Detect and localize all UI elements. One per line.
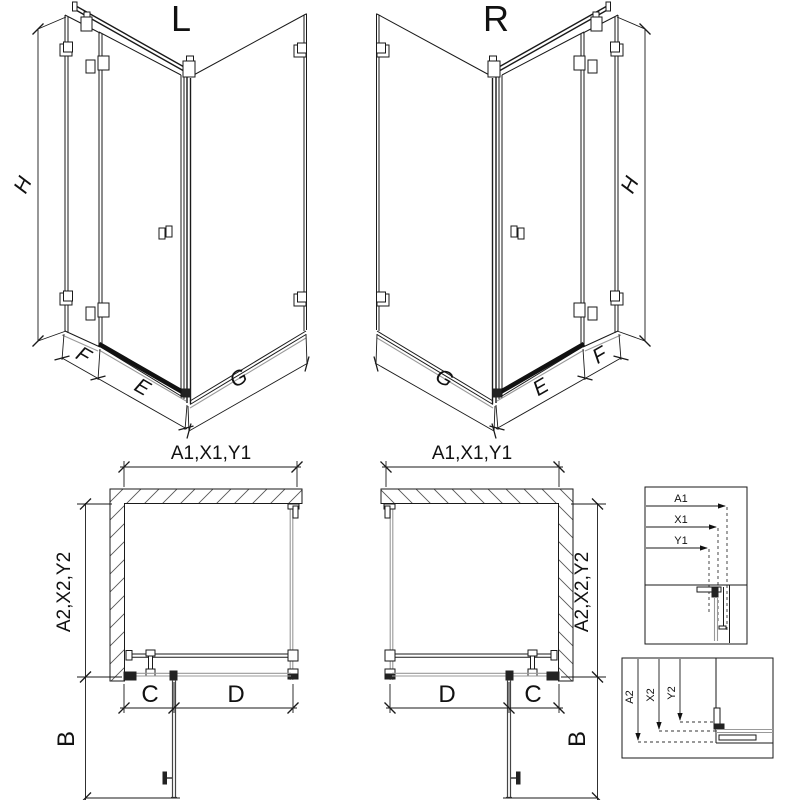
detail-label-x1: X1 [674,514,688,526]
variant-label-left: L [170,0,192,39]
dim-label-h-left: H [9,173,37,198]
dim-label-b-left: B [53,730,80,748]
detail-label-y1: Y1 [674,535,688,547]
dim-label-e-right: E [528,373,553,401]
plan-view-left [77,461,303,800]
variant-label-right: R [483,0,509,39]
detail-label-a2: A2 [624,690,636,704]
detail-box-width [645,487,747,644]
detail-label-x2: X2 [645,688,657,702]
dim-label-g-left: G [225,364,252,393]
dim-label-c-right: C [524,681,542,708]
dim-label-f-left: F [71,342,95,369]
dim-label-b-right: B [564,730,591,748]
dim-label-h-right: H [616,173,644,198]
dim-label-depth-left: A2,X2,Y2 [54,551,75,633]
dim-label-d-right: D [438,681,456,708]
dim-label-g-right: G [431,364,458,393]
iso-view-right [368,2,650,439]
detail-box-depth [622,658,773,758]
detail-label-y2: Y2 [666,686,678,700]
depth-profile-section [714,708,773,743]
dim-label-c-left: C [141,681,159,708]
dim-label-width-right: A1,X1,Y1 [431,443,513,464]
detail-label-a1: A1 [674,493,688,505]
iso-view-left [33,2,315,439]
iso-left-labels [9,0,251,401]
dim-label-d-left: D [227,681,245,708]
dim-label-depth-right: A2,X2,Y2 [572,551,593,633]
dim-label-f-right: F [588,342,612,369]
dim-label-width-left: A1,X1,Y1 [170,443,252,464]
iso-right-labels [431,0,644,401]
dim-label-e-left: E [130,373,155,401]
width-profile-section [697,585,730,643]
